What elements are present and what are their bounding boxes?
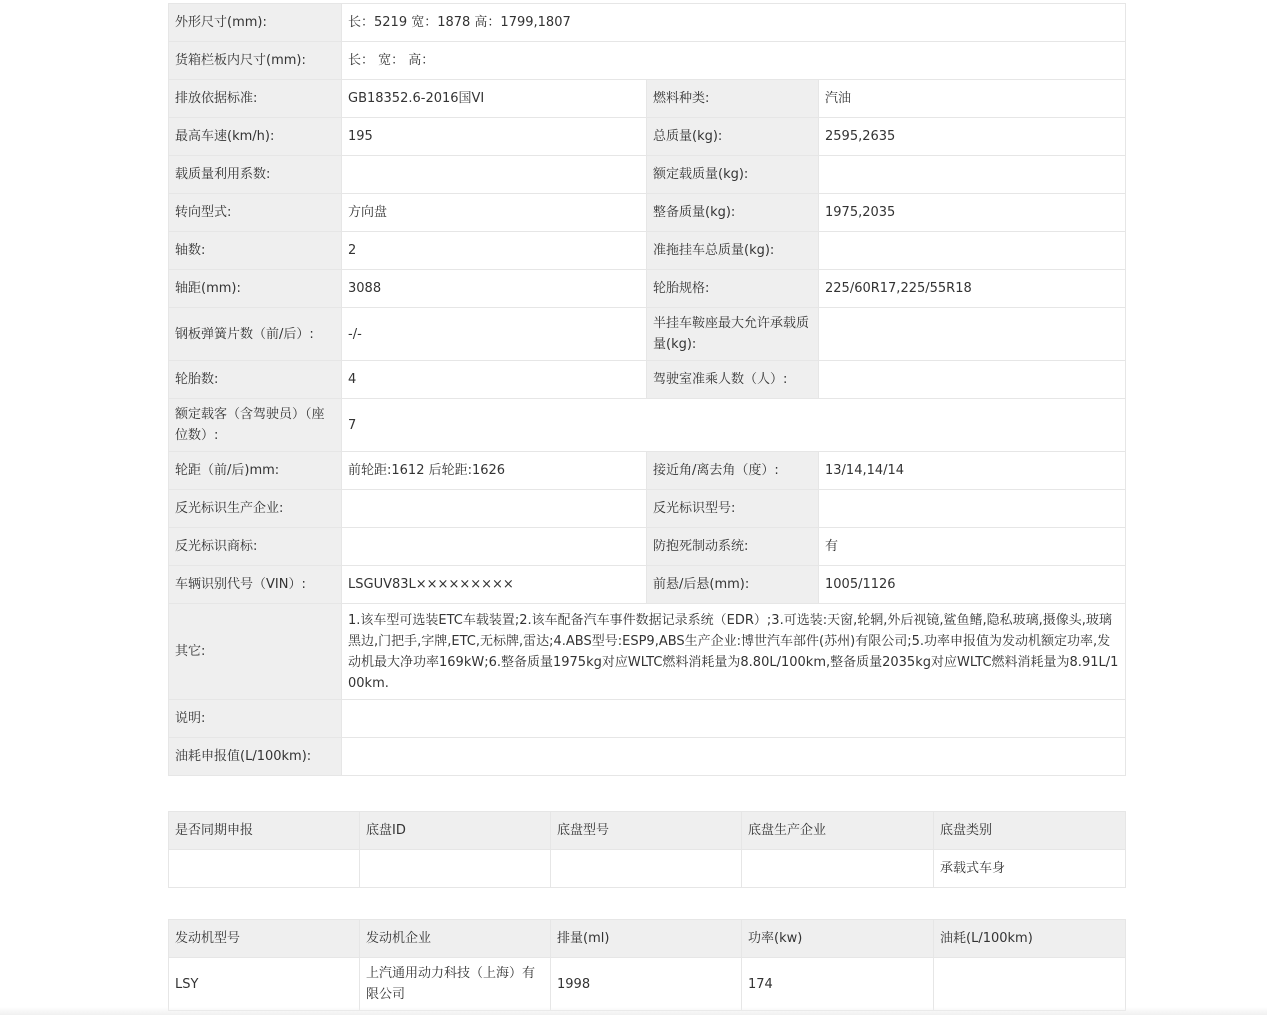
spec-label: 额定载质量(kg):	[647, 156, 819, 194]
spec-value: GB18352.6-2016国VI	[342, 80, 647, 118]
spec-label: 反光标识商标:	[169, 528, 342, 566]
engine-table	[168, 919, 1126, 1011]
spec-label: 钢板弹簧片数（前/后）:	[169, 308, 342, 361]
spec-label: 转向型式:	[169, 194, 342, 232]
column-header: 发动机型号	[169, 920, 360, 958]
column-header: 底盘类别	[934, 812, 1126, 850]
table-cell	[360, 850, 551, 888]
table-row	[169, 399, 1126, 452]
spec-value: 1005/1126	[819, 566, 1126, 604]
spec-label: 准拖挂车总质量(kg):	[647, 232, 819, 270]
table-row	[169, 42, 1126, 80]
spec-label: 反光标识型号:	[647, 490, 819, 528]
spec-label: 货箱栏板内尺寸(mm):	[169, 42, 342, 80]
column-header: 底盘生产企业	[742, 812, 934, 850]
spec-value	[342, 490, 647, 528]
spec-value: -/-	[342, 308, 647, 361]
spec-value	[819, 490, 1126, 528]
column-header: 是否同期申报	[169, 812, 360, 850]
spec-value	[342, 528, 647, 566]
table-cell	[934, 958, 1126, 1011]
spec-value	[819, 232, 1126, 270]
spec-label: 反光标识生产企业:	[169, 490, 342, 528]
spec-value: LSGUV83L×××××××××	[342, 566, 647, 604]
column-header: 底盘型号	[551, 812, 742, 850]
table-row	[169, 361, 1126, 399]
spec-label: 半挂车鞍座最大允许承载质量(kg):	[647, 308, 819, 361]
spec-label: 轮胎数:	[169, 361, 342, 399]
spec-label: 轴距(mm):	[169, 270, 342, 308]
spec-label: 说明:	[169, 700, 342, 738]
spec-value: 方向盘	[342, 194, 647, 232]
spec-value: 7	[342, 399, 1126, 452]
spec-label: 前悬/后悬(mm):	[647, 566, 819, 604]
table-header-row	[169, 920, 1126, 958]
spec-value: 2	[342, 232, 647, 270]
spec-label: 防抱死制动系统:	[647, 528, 819, 566]
spec-value	[342, 156, 647, 194]
table-row	[169, 308, 1126, 361]
table-row	[169, 80, 1126, 118]
spec-label: 最高车速(km/h):	[169, 118, 342, 156]
table-cell	[742, 850, 934, 888]
spec-value: 2595,2635	[819, 118, 1126, 156]
table-row	[169, 700, 1126, 738]
chassis-table	[168, 811, 1126, 888]
table-row	[169, 118, 1126, 156]
spec-label: 载质量利用系数:	[169, 156, 342, 194]
table-cell	[551, 850, 742, 888]
table-row	[169, 490, 1126, 528]
spec-value-notes: 1.该车型可选装ETC车载装置;2.该车配备汽车事件数据记录系统（EDR）;3.可选装:天窗,轮辋,外后视镜,鲨鱼鳍,隐私玻璃,摄像头,玻璃黑边,门把手,字牌,ETC,无标牌,雷达;4.ABS型号:ESP9,ABS生产企业:博世汽车部件(苏州)有限公司;5.功率申报值为发动机额定功率,发动机最大净功率169kW;6.整备质量1975kg对应WLTC燃料消耗量为8.80L/100km,整备质量2035kg对应WLTC燃料消耗量为8.91L/100km.	[342, 604, 1126, 700]
vehicle-spec-table	[168, 3, 1126, 776]
table-row	[169, 528, 1126, 566]
spec-label: 排放依据标准:	[169, 80, 342, 118]
spec-value: 225/60R17,225/55R18	[819, 270, 1126, 308]
spec-value	[819, 308, 1126, 361]
table-row	[169, 958, 1126, 1011]
column-header: 底盘ID	[360, 812, 551, 850]
column-header: 排量(ml)	[551, 920, 742, 958]
column-header: 发动机企业	[360, 920, 551, 958]
spec-value: 有	[819, 528, 1126, 566]
spec-label: 油耗申报值(L/100km):	[169, 738, 342, 776]
table-cell: 承载式车身	[934, 850, 1126, 888]
spec-value: 13/14,14/14	[819, 452, 1126, 490]
spec-label: 额定载客（含驾驶员）（座位数）:	[169, 399, 342, 452]
spec-value: 3088	[342, 270, 647, 308]
spec-label: 整备质量(kg):	[647, 194, 819, 232]
table-row	[169, 156, 1126, 194]
spec-label: 驾驶室准乘人数（人）:	[647, 361, 819, 399]
table-cell: 174	[742, 958, 934, 1011]
spec-label: 轮胎规格:	[647, 270, 819, 308]
spec-value: 长： 宽： 高：	[342, 42, 1126, 80]
spec-value: 195	[342, 118, 647, 156]
spec-value: 前轮距:1612 后轮距:1626	[342, 452, 647, 490]
table-row	[169, 232, 1126, 270]
table-row	[169, 604, 1126, 700]
table-row	[169, 566, 1126, 604]
table-cell: 1998	[551, 958, 742, 1011]
spec-label: 总质量(kg):	[647, 118, 819, 156]
spec-label: 其它:	[169, 604, 342, 700]
spec-value	[342, 738, 1126, 776]
spec-value: 长：5219 宽：1878 高：1799,1807	[342, 4, 1126, 42]
table-cell	[169, 850, 360, 888]
spec-label: 接近角/离去角（度）:	[647, 452, 819, 490]
table-row	[169, 270, 1126, 308]
column-header: 功率(kw)	[742, 920, 934, 958]
table-row	[169, 4, 1126, 42]
table-row	[169, 194, 1126, 232]
table-row	[169, 850, 1126, 888]
column-header: 油耗(L/100km)	[934, 920, 1126, 958]
spec-value	[819, 361, 1126, 399]
spec-label: 外形尺寸(mm):	[169, 4, 342, 42]
spec-value: 1975,2035	[819, 194, 1126, 232]
spec-label: 燃料种类:	[647, 80, 819, 118]
spec-label: 轮距（前/后)mm:	[169, 452, 342, 490]
spec-value	[342, 700, 1126, 738]
spec-label: 轴数:	[169, 232, 342, 270]
table-row	[169, 738, 1126, 776]
table-cell: 上汽通用动力科技（上海）有限公司	[360, 958, 551, 1011]
bottom-fade	[0, 1007, 1267, 1015]
table-header-row	[169, 812, 1126, 850]
spec-value: 4	[342, 361, 647, 399]
table-row	[169, 452, 1126, 490]
spec-value: 汽油	[819, 80, 1126, 118]
spec-label: 车辆识别代号（VIN）:	[169, 566, 342, 604]
table-cell: LSY	[169, 958, 360, 1011]
spec-value	[819, 156, 1126, 194]
